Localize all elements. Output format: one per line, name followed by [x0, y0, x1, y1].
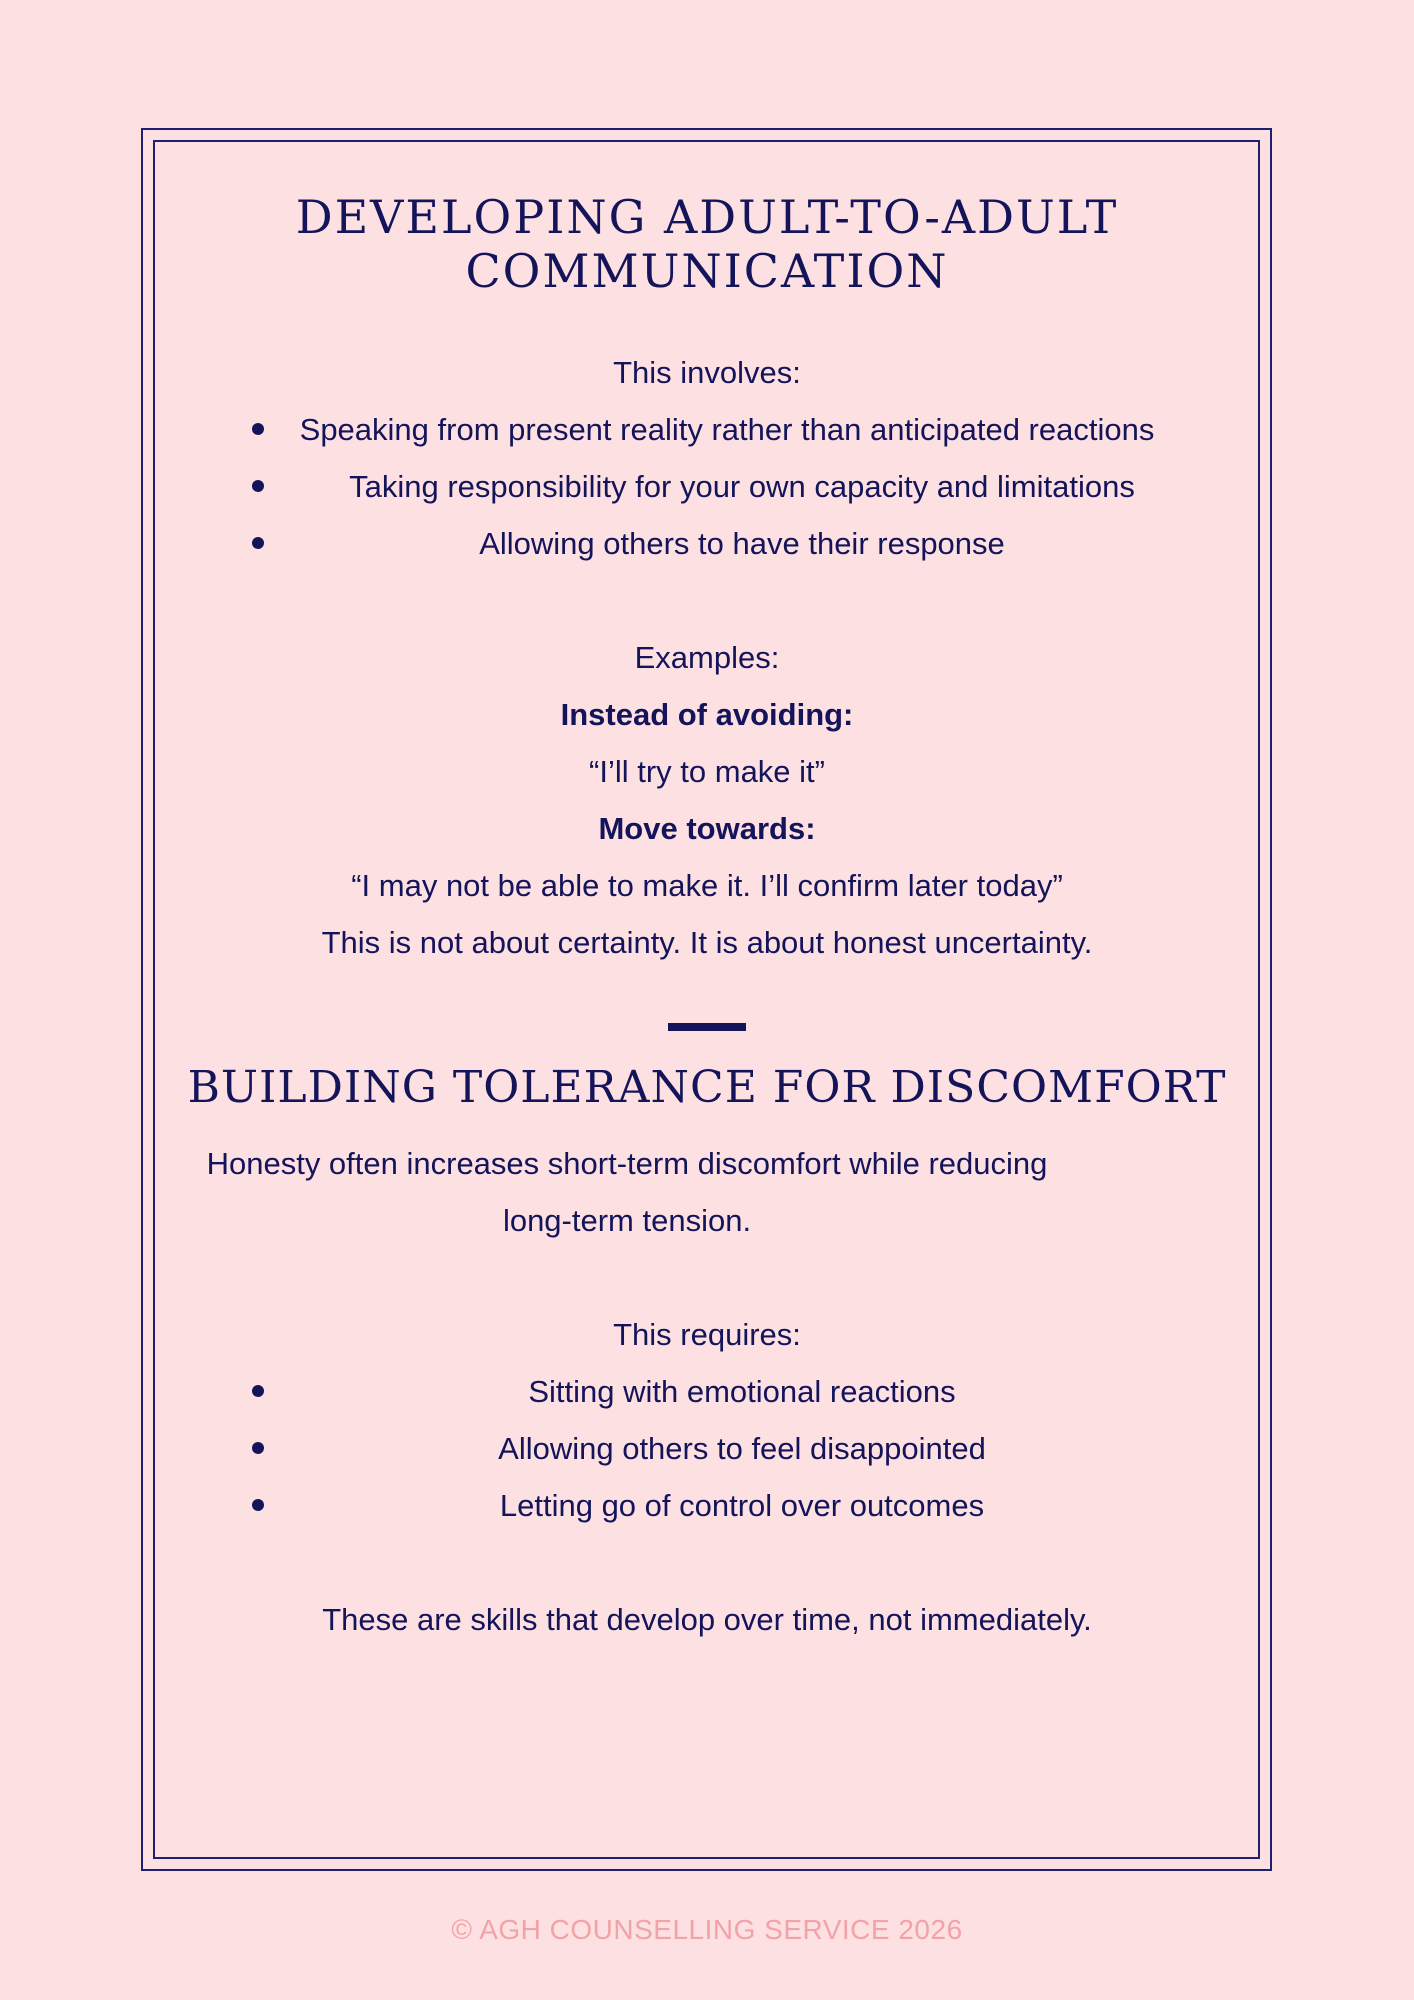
bullet-icon — [252, 1385, 264, 1397]
title-line-1: DEVELOPING ADULT-TO-ADULT — [295, 190, 1119, 244]
footer-copyright: © AGH COUNSELLING SERVICE 2026 — [451, 1914, 963, 1945]
section-tolerance-discomfort — [160, 1061, 1254, 1648]
intro-text: Honesty often increases short-term discomfort while reducing long-term tension. — [206, 1146, 1048, 1238]
bullet-icon — [252, 1499, 264, 1511]
bullet-icon — [252, 480, 264, 492]
toward-quote: “I may not be able to make it. I’ll confirm later today” — [351, 868, 1063, 903]
bullet-icon — [252, 537, 264, 549]
intro-text: This involves: — [613, 355, 801, 390]
bullet-list-requires — [160, 1363, 1254, 1534]
requires-label: This requires: — [613, 1317, 801, 1352]
list-item — [160, 1477, 1254, 1534]
section-adult-communication — [160, 190, 1254, 971]
list-item-text: Speaking from present reality rather than anticipated reactions — [299, 412, 1155, 447]
bullet-icon — [252, 423, 264, 435]
list-item-text: Sitting with emotional reactions — [528, 1374, 956, 1409]
bullet-list-involves — [160, 401, 1254, 572]
toward-label: Move towards: — [598, 811, 816, 846]
list-item — [160, 458, 1254, 515]
list-item — [160, 401, 1254, 458]
closing-text: These are skills that develop over time, not immediately. — [322, 1602, 1092, 1637]
avoid-quote: “I’ll try to make it” — [589, 754, 825, 789]
examples-label: Examples: — [634, 640, 780, 675]
section-title-tolerance: BUILDING TOLERANCE FOR DISCOMFORT — [187, 1062, 1227, 1113]
list-item-text: Letting go of control over outcomes — [499, 1488, 985, 1523]
list-item-text: Taking responsibility for your own capacity and limitations — [349, 469, 1135, 504]
list-item-text: Allowing others to feel disappointed — [498, 1431, 986, 1466]
section-title-adult-communication — [160, 190, 1254, 298]
avoid-label: Instead of avoiding: — [560, 697, 854, 732]
title-line-2: COMMUNICATION — [465, 244, 949, 298]
page-content — [160, 190, 1254, 1648]
list-item — [160, 515, 1254, 572]
section-divider — [668, 1023, 746, 1031]
list-item — [160, 1363, 1254, 1420]
bullet-icon — [252, 1442, 264, 1454]
closing-text: This is not about certainty. It is about honest uncertainty. — [321, 925, 1093, 960]
list-item-text: Allowing others to have their response — [479, 526, 1005, 561]
list-item — [160, 1420, 1254, 1477]
